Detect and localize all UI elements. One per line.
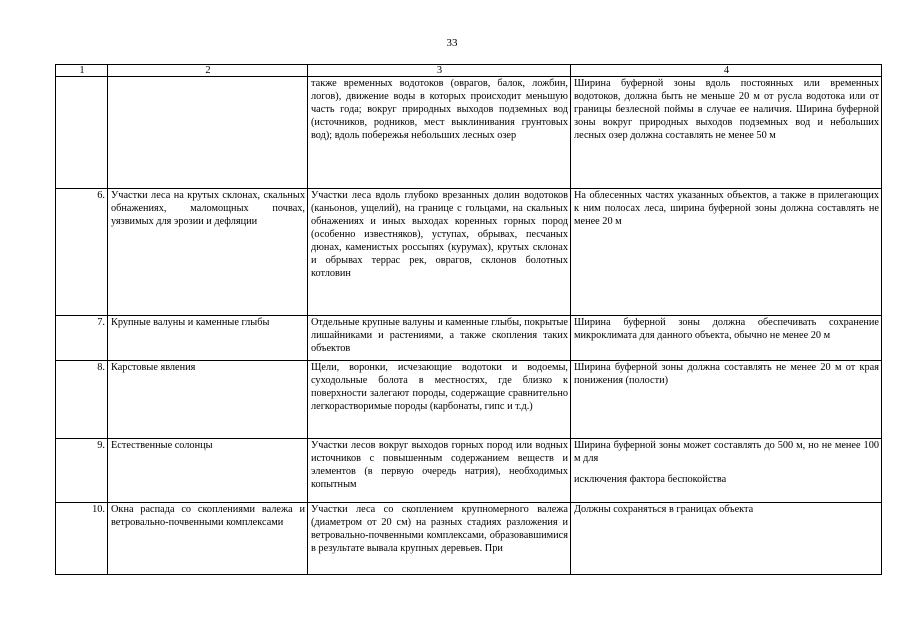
description-cell: Щели, воронки, исчезающие водотоки и водоемы, суходольные болота в местностях, где близко к поверхности залегают породы, содержащие сравнительно легкорастворимые породы (карбонаты, гипс и т.д.) — [308, 361, 571, 439]
page-number: 33 — [446, 37, 458, 49]
buffer-text-continued: исключения фактора беспокойства — [574, 474, 727, 485]
row-number: 8. — [56, 361, 108, 439]
column-header-1: 1 — [56, 65, 108, 77]
buffer-cell: Должны сохраняться в границах объекта — [571, 503, 882, 575]
object-cell: Естественные солонцы — [108, 439, 308, 503]
object-cell: Карстовые явления — [108, 361, 308, 439]
object-cell — [108, 77, 308, 189]
column-header-2: 2 — [108, 65, 308, 77]
description-cell: Участки лесов вокруг выходов горных пород или водных источников с повышенным содержанием веществ и элементов (в первую очередь натрия), необходимых копытным — [308, 439, 571, 503]
buffer-text: Ширина буферной зоны может составлять до 500 м, но не менее 100 м для — [574, 440, 879, 464]
buffer-cell: На облесенных частях указанных объектов, а также в прилегающих к ним полосах леса, ширина буферной зоны должна составлять не менее 20 м — [571, 189, 882, 316]
table-row — [56, 189, 882, 316]
object-cell: Окна распада со скоплениями валежа и ветровально-почвенными комплексами — [108, 503, 308, 575]
object-cell: Участки леса на крутых склонах, скальных обнажениях, маломощных почвах, уязвимых для эрозии и дефляции — [108, 189, 308, 316]
buffer-cell: Ширина буферной зоны должна обеспечивать сохранение микроклимата для данного объекта, обычно не менее 20 м — [571, 316, 882, 361]
description-cell: Участки леса со скоплением крупномерного валежа (диаметром от 20 см) на разных стадиях разложения и ветровально-почвенными комплексами, образовавшимися в результате вывала крупных деревьев. При — [308, 503, 571, 575]
description-cell: Участки леса вдоль глубоко врезанных долин водотоков (каньонов, ущелий), на границе с гольцами, на скальных обнажениях и иных выходах коренных горных пород (особенно известняков), уступах, обрывах, песчаных дюнах, каменистых россыпях (курумах), крутых склонах и обрывах террас рек, оврагов, склонов болотных котловин — [308, 189, 571, 316]
column-header-3: 3 — [308, 65, 571, 77]
object-cell: Крупные валуны и каменные глыбы — [108, 316, 308, 361]
table-row — [56, 439, 882, 503]
table-row — [56, 361, 882, 439]
buffer-cell — [571, 439, 882, 503]
buffer-zone-table — [55, 64, 882, 575]
column-number-row — [56, 65, 882, 77]
description-cell: Отдельные крупные валуны и каменные глыбы, покрытые лишайниками и растениями, а также скопления таких объектов — [308, 316, 571, 361]
table-row — [56, 77, 882, 189]
row-number — [56, 77, 108, 189]
row-number: 7. — [56, 316, 108, 361]
table-row — [56, 503, 882, 575]
row-number: 10. — [56, 503, 108, 575]
row-number: 9. — [56, 439, 108, 503]
row-number: 6. — [56, 189, 108, 316]
buffer-cell: Ширина буферной зоны должна составлять не менее 20 м от края понижения (полости) — [571, 361, 882, 439]
column-header-4: 4 — [571, 65, 882, 77]
description-cell: также временных водотоков (оврагов, балок, ложбин, логов), движение воды в которых происходит меньшую часть года; вокруг природных выходов подземных вод (источников, родников, мест выклинивания грунтовых вод); вдоль побережья небольших лесных озер — [308, 77, 571, 189]
buffer-cell: Ширина буферной зоны вдоль постоянных или временных водотоков, должна быть не меньше 20 м от русла водотока или от границы безлесной поймы в случае ее наличия. Ширина буферной зоны вокруг природных выходов подземных вод и небольших лесных озер должна составлять не менее 50 м — [571, 77, 882, 189]
table-row — [56, 316, 882, 361]
